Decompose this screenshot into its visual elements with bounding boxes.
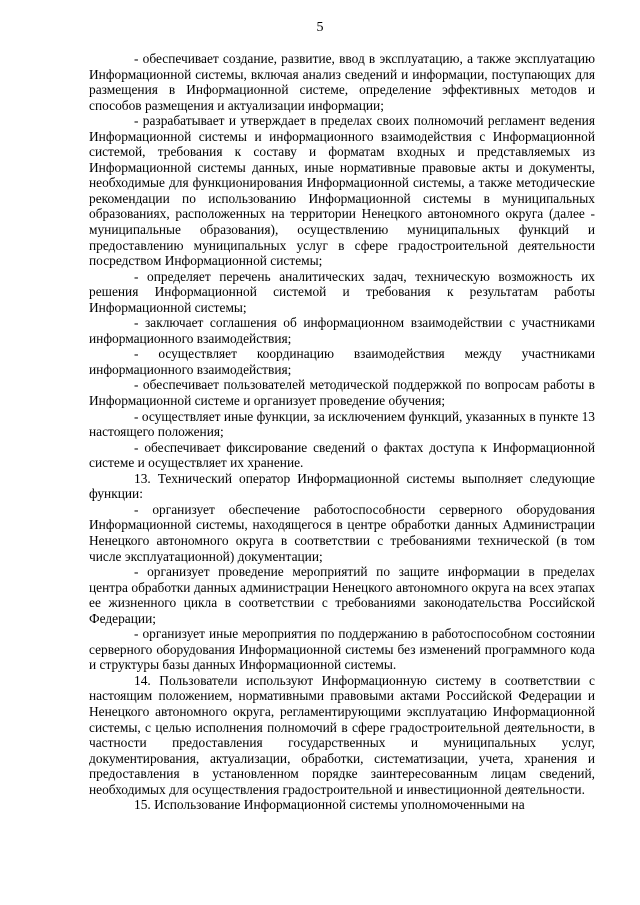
paragraph: - организует иные мероприятия по поддержанию в работоспособном состоянии серверного оборудования Информационной системы без изменений программного кода и структуры базы данных Информационной системы. <box>89 626 595 673</box>
paragraph: - осуществляет иные функции, за исключением функций, указанных в пункте 13 настоящего положения; <box>89 408 595 440</box>
paragraph: - определяет перечень аналитических задач, техническую возможность их решения Информационной системой и требования к результатам работы Информационной системы; <box>89 268 595 315</box>
paragraph: 15. Использование Информационной системы уполномоченными на <box>134 797 525 813</box>
paragraph: - разрабатывает и утверждает в пределах своих полномочий регламент ведения Информационной системы и информационного взаимодействия с Информационной системой, требования к составу и форматам входных и представляемых из Информационной системы данных, иные нормативные правовые акты и документы, необходимые для функционирования Информационной системы, а также методические рекомендации по использованию Информационной системы в муниципальных образованиях, расположенных на территории Ненецкого автономного округа (далее - муниципальные образования), осуществлению муниципальных функций и предоставлению муниципальных услуг в сфере градостроительной деятельности посредством Информационной системы; <box>89 113 595 269</box>
page-number: 5 <box>316 20 324 35</box>
paragraph: - заключает соглашения об информационном взаимодействии с участниками информационного взаимодействия; <box>89 315 595 346</box>
paragraph: - осуществляет координацию взаимодействия между участниками информационного взаимодействия; <box>89 346 595 377</box>
document-body <box>89 51 595 813</box>
paragraph: - организует проведение мероприятий по защите информации в пределах центра обработки данных администрации Ненецкого автономного округа на всех этапах ее жизненного цикла в соответствии с требованиями законодательства Российской Федерации; <box>89 564 595 626</box>
paragraph: 14. Пользователи используют Информационную систему в соответствии с настоящим положением, нормативными правовыми актами Российской Федерации и Ненецкого автономного округа, регламентирующими эксплуатацию Информационной системы, с целью исполнения полномочий в сфере градостроительной деятельности, в частности предоставления государственных и муниципальных услуг, документирования, актуализации, обработки, систематизации, учета, хранения и предоставления в установленном порядке заинтересованным лицам сведений, необходимых для осуществления градостроительной и инвестиционной деятельности. <box>89 672 595 797</box>
paragraph: - обеспечивает фиксирование сведений о фактах доступа к Информационной системе и осуществляет их хранение. <box>89 439 595 471</box>
paragraph: - обеспечивает пользователей методической поддержкой по вопросам работы в Информационной системе и организует проведение обучения; <box>89 377 595 409</box>
paragraph: 13. Технический оператор Информационной системы выполняет следующие функции: <box>89 470 595 502</box>
paragraph: - обеспечивает создание, развитие, ввод в эксплуатацию, а также эксплуатацию Информационной системы, включая анализ сведений и информации, поступающих для размещения в Информационной системе, определение эффективных методов и способов размещения и актуализации информации; <box>89 51 595 113</box>
paragraph: - организует обеспечение работоспособности серверного оборудования Информационной системы, находящегося в центре обработки данных Администрации Ненецкого автономного округа в соответствии с требованиями технической (в том числе эксплуатационной) документации; <box>89 501 595 564</box>
